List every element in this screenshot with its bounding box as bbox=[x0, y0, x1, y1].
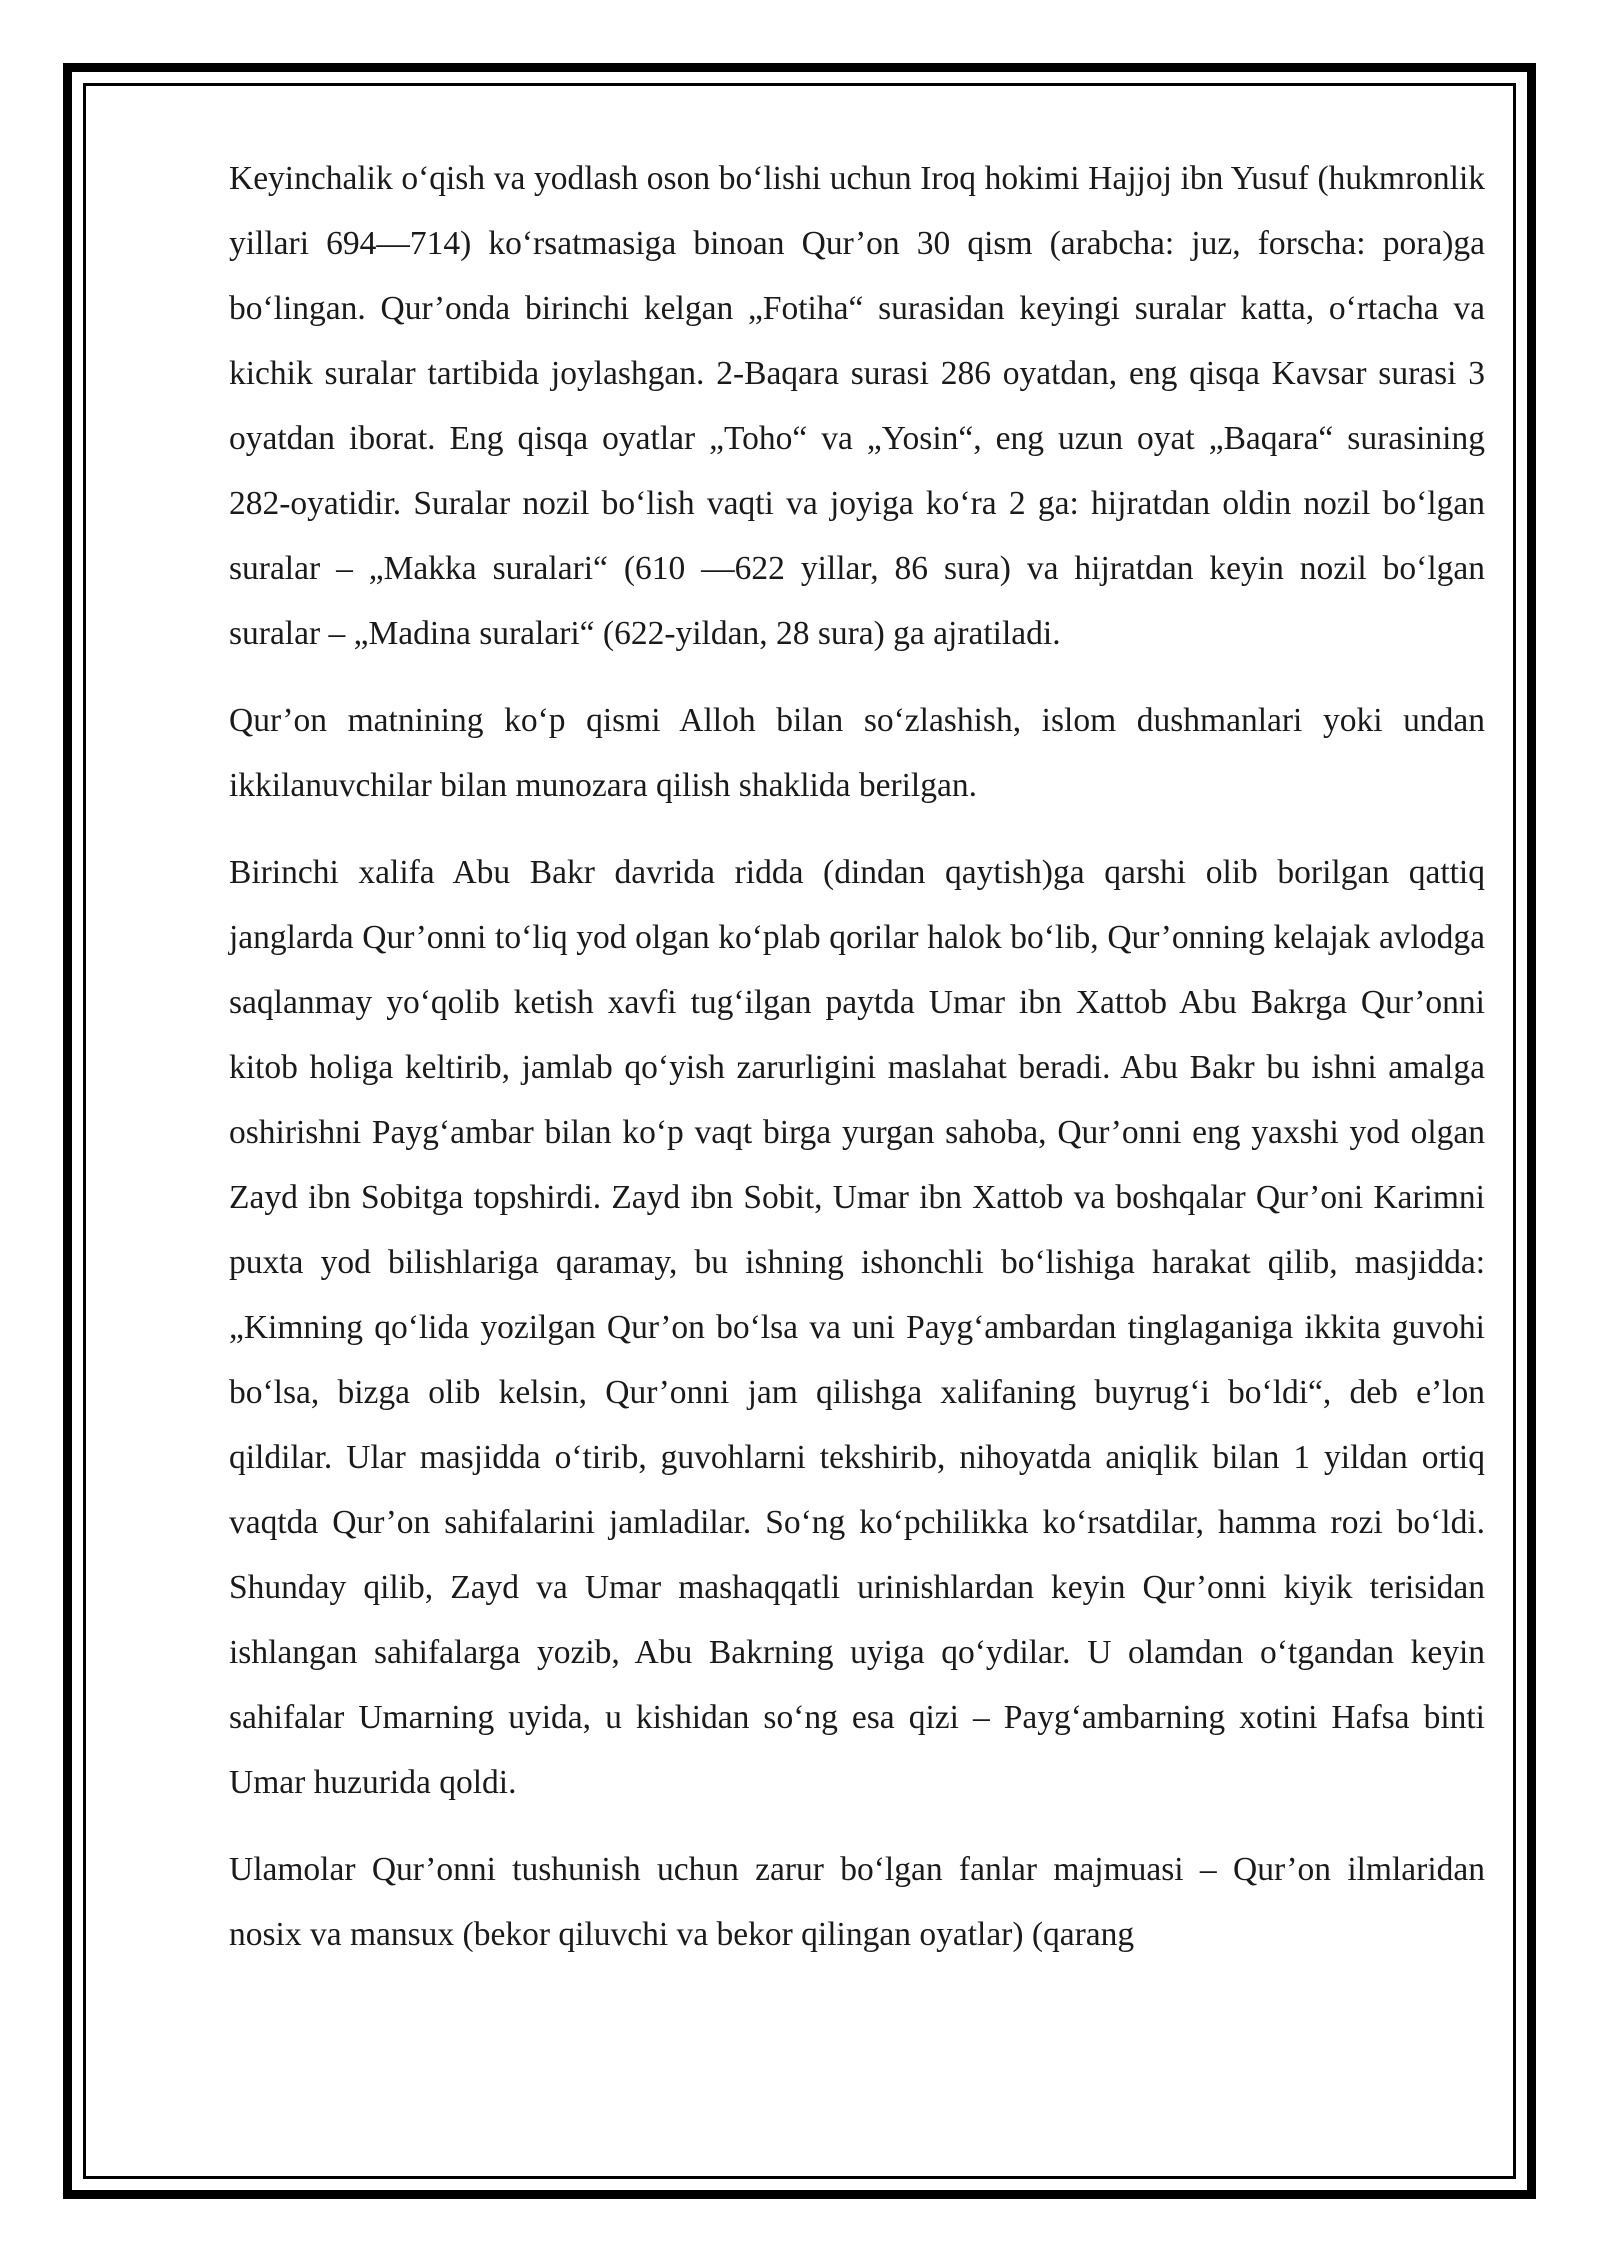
paragraph-juz-division: Keyinchalik o‘qish va yodlash oson bo‘lishi uchun Iroq hokimi Hajjoj ibn Yusuf (hukmronlik yillari 694—714) ko‘rsatmasiga binoan Qur’on 30 qism (arabcha: juz, forscha: pora)ga bo‘lingan. Qur’onda birinchi kelgan „Fotiha“ surasidan keyingi suralar katta, o‘rtacha va kichik suralar tartibida joylashgan. 2-Baqara surasi 286 oyatdan, eng qisqa Kavsar surasi 3 oyatdan iborat. Eng qisqa oyatlar „Toho“ va „Yosin“, eng uzun oyat „Baqara“ surasining 282-oyatidir. Suralar nozil bo‘lish vaqti va joyiga ko‘ra 2 ga: hijratdan oldin nozil bo‘lgan suralar – „Makka suralari“ (610 —622 yillar, 86 sura) va hijratdan keyin nozil bo‘lgan suralar – „Madina suralari“ (622-yildan, 28 sura) ga ajratiladi. bbox=[229, 160, 1485, 652]
paragraph-dialogue-form: Qur’on matnining ko‘p qismi Alloh bilan so‘zlashish, islom dushmanlari yoki undan ikkilanuvchilar bilan munozara qilish shaklida berilgan. bbox=[229, 702, 1485, 804]
document-body bbox=[229, 146, 1485, 1989]
paragraph-compilation-history: Birinchi xalifa Abu Bakr davrida ridda (dindan qaytish)ga qarshi olib borilgan qattiq janglarda Qur’onni to‘liq yod olgan ko‘plab qorilar halok bo‘lib, Qur’onning kelajak avlodga saqlanmay yo‘qolib ketish xavfi tug‘ilgan paytda Umar ibn Xattob Abu Bakrga Qur’onni kitob holiga keltirib, jamlab qo‘yish zarurligini maslahat beradi. Abu Bakr bu ishni amalga oshirishni Payg‘ambar bilan ko‘p vaqt birga yurgan sahoba, Qur’onni eng yaxshi yod olgan Zayd ibn Sobitga topshirdi. Zayd ibn Sobit, Umar ibn Xattob va boshqalar Qur’oni Karimni puxta yod bilishlariga qaramay, bu ishning ishonchli bo‘lishiga harakat qilib, masjidda: „Kimning qo‘lida yozilgan Qur’on bo‘lsa va uni Payg‘ambardan tinglaganiga ikkita guvohi bo‘lsa, bizga olib kelsin, Qur’onni jam qilishga xalifaning buyrug‘i bo‘ldi“, deb e’lon qildilar. Ular masjidda o‘tirib, guvohlarni tekshirib, nihoyatda aniqlik bilan 1 yildan ortiq vaqtda Qur’on sahifalarini jamladilar. So‘ng ko‘pchilikka ko‘rsatdilar, hamma rozi bo‘ldi. Shunday qilib, Zayd va Umar mashaqqatli urinishlardan keyin Qur’onni kiyik terisidan ishlangan sahifalarga yozib, Abu Bakrning uyiga qo‘ydilar. U olamdan o‘tgandan keyin sahifalar Umarning uyida, u kishidan so‘ng esa qizi – Payg‘ambarning xotini Hafsa binti Umar huzurida qoldi. bbox=[229, 854, 1485, 1801]
paragraph-quran-sciences: Ulamolar Qur’onni tushunish uchun zarur bo‘lgan fanlar majmuasi – Qur’on ilmlaridan nosix va mansux (bekor qiluvchi va bekor qilingan oyatlar) (qarang bbox=[229, 1851, 1485, 1953]
